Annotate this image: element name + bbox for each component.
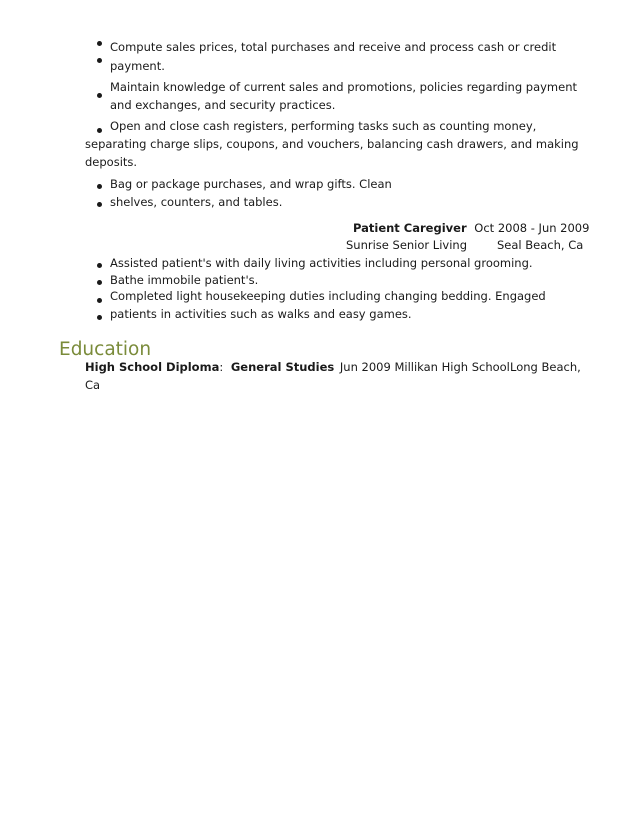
job-dates: Oct 2008 - Jun 2009 (474, 221, 590, 235)
bullet-text: payment. (110, 59, 165, 73)
bullet-icon (97, 315, 102, 320)
bullet-icon (97, 184, 102, 189)
education-details: Jun 2009 Millikan High School (339, 360, 510, 374)
bullet-icon (97, 93, 102, 98)
bullet-text: separating charge slips, coupons, and vouchers, balancing cash drawers, and making (85, 137, 579, 151)
bullet-icon (97, 280, 102, 285)
bullet-text: and exchanges, and security practices. (110, 98, 336, 112)
bullet-icon (97, 298, 102, 303)
bullet-text: Completed light housekeeping duties including changing bedding. Engaged (110, 289, 546, 303)
education-field: General Studies (230, 360, 335, 374)
bullet-text: Bathe immobile patient's. (110, 273, 259, 287)
job-employer: Sunrise Senior Living (346, 238, 467, 252)
job-header (353, 219, 589, 237)
education-degree: High School Diploma (85, 360, 220, 374)
bullet-text: patients in activities such as walks and easy games. (110, 307, 412, 321)
bullet-icon (97, 202, 102, 207)
education-location-cont: Ca (85, 378, 101, 392)
bullet-icon (97, 41, 102, 46)
bullet-text: Open and close cash registers, performing tasks such as counting money, (110, 119, 537, 133)
bullet-text: Bag or package purchases, and wrap gifts. Clean (110, 177, 392, 191)
bullet-text: Maintain knowledge of current sales and promotions, policies regarding payment (110, 80, 578, 94)
education-separator: : (219, 360, 224, 374)
bullet-text: deposits. (85, 155, 138, 169)
bullet-text: Compute sales prices, total purchases and receive and process cash or credit (110, 40, 557, 54)
bullet-text: Assisted patient's with daily living activities including personal grooming. (110, 256, 533, 270)
job-title: Patient Caregiver (353, 221, 467, 235)
education-entry (85, 358, 510, 376)
job-location: Seal Beach, Ca (497, 238, 584, 252)
bullet-icon (97, 58, 102, 63)
section-heading-education: Education (59, 339, 152, 360)
bullet-icon (97, 128, 102, 133)
bullet-icon (97, 263, 102, 268)
education-location: Long Beach, (510, 360, 581, 374)
bullet-text: shelves, counters, and tables. (110, 195, 283, 209)
